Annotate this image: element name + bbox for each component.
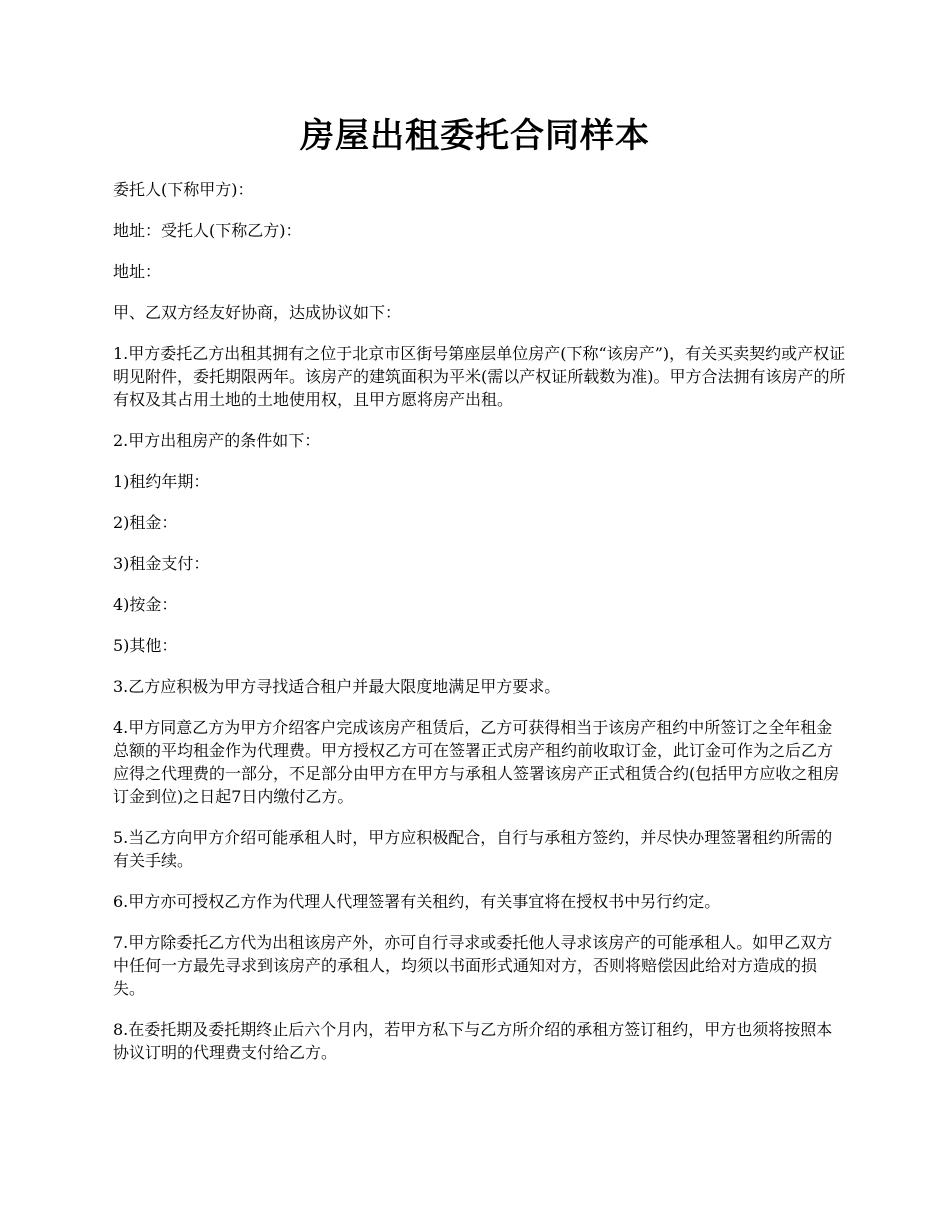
clause-2-item-2: 2)租金： bbox=[113, 513, 178, 532]
paragraph-address-agent: 地址：受托人(下称乙方)： bbox=[113, 221, 302, 240]
clause-2-item-4: 4)按金： bbox=[113, 595, 178, 614]
clause-2-item-5: 5)其他： bbox=[113, 636, 178, 655]
paragraph-address: 地址： bbox=[113, 262, 162, 281]
clause-1: 1.甲方委托乙方出租其拥有之位于北京市区街号第座层单位房产(下称“该房产”)，有关买卖契约或产权证明见附件，委托期限两年。该房产的建筑面积为平米(需以产权证所载数为准)。甲方合法拥有该房产的所有权及其占用土地的土地使用权，且甲方愿将房产出租。 bbox=[113, 344, 846, 409]
clause-2-item-3: 3)租金支付： bbox=[113, 554, 210, 573]
clause-5: 5.当乙方向甲方介绍可能承租人时，甲方应积极配合，自行与承租方签约，并尽快办理签署租约所需的有关手续。 bbox=[113, 828, 833, 870]
paragraph-preamble: 甲、乙双方经友好协商，达成协议如下： bbox=[113, 303, 402, 322]
clause-2-item-1: 1)租约年期： bbox=[113, 472, 210, 491]
clause-6: 6.甲方亦可授权乙方作为代理人代理签署有关租约，有关事宜将在授权书中另行约定。 bbox=[113, 892, 721, 911]
clause-7: 7.甲方除委托乙方代为出租该房产外，亦可自行寻求或委托他人寻求该房产的可能承租人。如甲乙双方中任何一方最先寻求到该房产的承租人，均须以书面形式通知对方，否则将赔偿因此给对方造成的损失。 bbox=[113, 933, 833, 998]
document-body bbox=[113, 178, 848, 1082]
document-title: 房屋出租委托合同样本 bbox=[300, 116, 650, 156]
clause-4: 4.甲方同意乙方为甲方介绍客户完成该房产租赁后，乙方可获得相当于该房产租约中所签订之全年租金总额的平均租金作为代理费。甲方授权乙方可在签署正式房产租约前收取订金，此订金可作为之后乙方应得之代理费的一部分，不足部分由甲方在甲方与承租人签署该房产正式租赁合约(包括甲方应收之租房订金到位)之日起7日内缴付乙方。 bbox=[113, 718, 840, 806]
clause-2: 2.甲方出租房产的条件如下： bbox=[113, 431, 321, 450]
clause-8: 8.在委托期及委托期终止后六个月内，若甲方私下与乙方所介绍的承租方签订租约，甲方也须将按照本协议订明的代理费支付给乙方。 bbox=[113, 1020, 833, 1062]
paragraph-principal: 委托人(下称甲方)： bbox=[113, 180, 254, 199]
clause-3: 3.乙方应积极为甲方寻找适合租户并最大限度地满足甲方要求。 bbox=[113, 677, 561, 696]
